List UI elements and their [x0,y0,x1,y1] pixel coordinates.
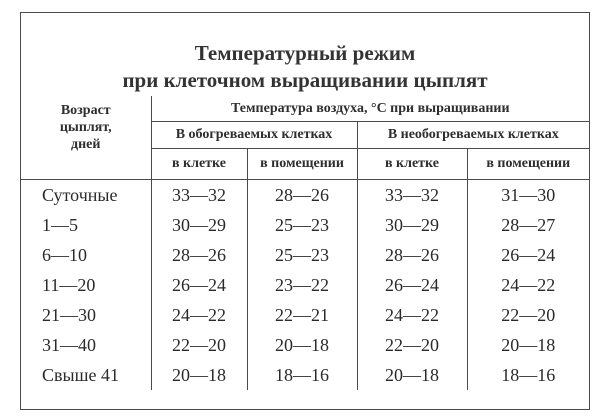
temperature-table [21,96,589,390]
age-cell: Суточные [42,185,118,205]
table-row [21,360,589,390]
unheated-cages-header: В необогреваемых клетках [357,122,589,149]
value-cell: 23—22 [247,270,357,300]
table-row [21,300,589,330]
table-row [21,210,589,240]
subheader-unheated-in-cage: в клетке [357,149,467,180]
table-row [21,180,589,211]
value-cell: 20—18 [247,330,357,360]
title-line-2: при клеточном выращивании цыплят [122,68,488,92]
value-cell: 24—22 [357,300,467,330]
value-cell: 28—27 [467,210,589,240]
value-cell: 28—26 [357,240,467,270]
age-cell: 11—20 [42,275,96,295]
value-cell: 26—24 [467,240,589,270]
value-cell: 30—29 [357,210,467,240]
value-cell: 26—24 [151,270,247,300]
value-cell: 26—24 [357,270,467,300]
value-cell: 25—23 [247,240,357,270]
value-cell: 25—23 [247,210,357,240]
value-cell: 33—32 [357,180,467,211]
value-cell: 24—22 [151,300,247,330]
value-cell: 30—29 [151,210,247,240]
table-row [21,330,589,360]
table-title [20,40,590,94]
heated-cages-header: В обогреваемых клетках [151,122,357,149]
age-cell: Свыше 41 [42,365,119,385]
value-cell: 31—30 [467,180,589,211]
subheader-heated-in-cage: в клетке [151,149,247,180]
value-cell: 24—22 [467,270,589,300]
value-cell: 22—20 [467,300,589,330]
value-cell: 22—20 [151,330,247,360]
title-line-1: Температурный режим [194,41,416,65]
age-cell: 31—40 [42,335,96,355]
value-cell: 20—18 [357,360,467,390]
table-row [21,270,589,300]
subheader-heated-in-room: в помещении [247,149,357,180]
value-cell: 20—18 [151,360,247,390]
value-cell: 28—26 [247,180,357,211]
subheader-unheated-in-room: в помещении [467,149,589,180]
temperature-header: Температура воздуха, °С при выращивании [151,96,589,122]
value-cell: 22—21 [247,300,357,330]
age-cell: 21—30 [42,305,96,325]
age-cell: 6—10 [42,245,87,265]
table-row [21,240,589,270]
age-column-header: Возраст цыплят, дней [21,96,151,180]
age-cell: 1—5 [42,215,78,235]
value-cell: 22—20 [357,330,467,360]
value-cell: 18—16 [467,360,589,390]
value-cell: 33—32 [151,180,247,211]
value-cell: 28—26 [151,240,247,270]
value-cell: 18—16 [247,360,357,390]
value-cell: 20—18 [467,330,589,360]
